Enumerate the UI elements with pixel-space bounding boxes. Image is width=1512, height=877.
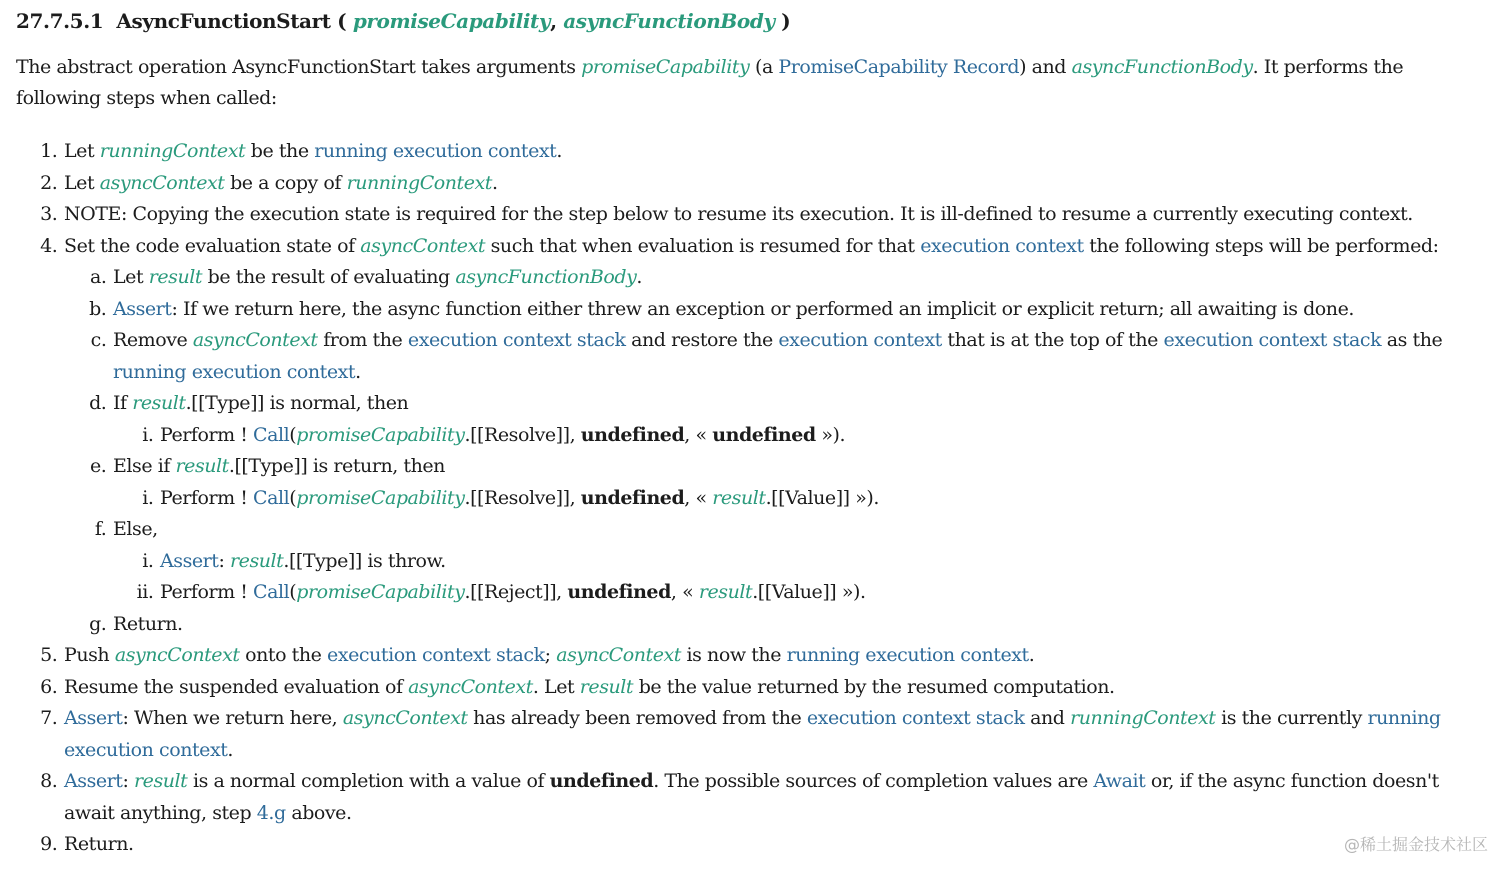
step-text: : If we return here, the async function either threw an exception or performed an implicit or explicit return; all awaiting is done. xyxy=(171,297,1354,320)
link-assert[interactable]: Assert xyxy=(64,707,123,729)
step-text: Return. xyxy=(64,833,134,855)
step-text: . The possible sources of completion values are xyxy=(653,770,1094,792)
step-4f xyxy=(112,514,1486,609)
step-text: Let xyxy=(64,171,100,194)
step-text: . xyxy=(492,171,498,194)
step-text: .[[Resolve]], xyxy=(464,486,581,509)
step-4d-i xyxy=(159,420,1486,452)
close-paren: ) xyxy=(781,9,791,33)
link-execution-context-stack[interactable]: execution context stack xyxy=(806,707,1025,729)
section-heading xyxy=(16,4,1486,38)
step-8 xyxy=(63,766,1486,829)
link-assert[interactable]: Assert xyxy=(64,770,123,792)
step-text: ( xyxy=(289,423,297,446)
step-text: Let xyxy=(113,266,149,288)
var-promise-capability: promiseCapability xyxy=(296,486,465,509)
step-text: the following steps will be performed: xyxy=(1083,234,1439,257)
step-text: .[[Type]] is throw. xyxy=(283,549,446,572)
var-async-context: asyncContext xyxy=(556,644,681,666)
open-paren: ( xyxy=(337,9,347,33)
link-call[interactable]: Call xyxy=(253,423,290,446)
step-text: .[[Type]] is return, then xyxy=(228,455,445,477)
var-running-context: runningContext xyxy=(1070,707,1216,729)
step-text: . xyxy=(556,140,562,162)
step-text: be the xyxy=(245,140,315,162)
var-result: result xyxy=(579,675,634,698)
step-7 xyxy=(63,703,1486,766)
param-separator: , xyxy=(550,9,557,33)
link-promise-capability-record[interactable]: PromiseCapability Record xyxy=(778,56,1020,78)
step-4d xyxy=(112,388,1486,451)
step-text: and xyxy=(1024,707,1071,729)
step-text: such that when evaluation is resumed for that xyxy=(485,234,921,257)
step-text: Perform ! xyxy=(160,423,254,446)
step-text: . Let xyxy=(532,675,580,698)
step-text: .[[Value]] »). xyxy=(765,486,879,509)
link-assert[interactable]: Assert xyxy=(160,549,219,572)
var-result: result xyxy=(132,392,186,414)
step-text: ; xyxy=(544,644,557,666)
step-3 xyxy=(63,199,1486,231)
step-text: , « xyxy=(684,423,713,446)
var-async-function-body: asyncFunctionBody xyxy=(1071,56,1253,78)
link-execution-context[interactable]: execution context xyxy=(920,234,1084,257)
var-async-context: asyncContext xyxy=(99,171,225,194)
value-undefined: undefined xyxy=(567,581,671,603)
var-result: result xyxy=(698,581,753,603)
section-number: 27.7.5.1 xyxy=(16,9,104,33)
step-text: has already been removed from the xyxy=(467,707,807,729)
intro-paragraph xyxy=(16,52,1486,114)
step-text: : xyxy=(218,549,231,572)
intro-text: . It performs the following steps when called: xyxy=(16,56,1404,109)
step-4-substeps xyxy=(112,262,1486,640)
step-text: Set the code evaluation state of xyxy=(64,234,361,257)
step-4f-substeps xyxy=(159,546,1486,609)
step-4 xyxy=(63,231,1486,641)
algorithm-steps xyxy=(63,136,1486,861)
step-4b xyxy=(112,294,1486,326)
var-result: result xyxy=(134,770,188,792)
link-call[interactable]: Call xyxy=(253,581,290,603)
var-async-context: asyncContext xyxy=(114,644,240,666)
var-result: result xyxy=(230,549,284,572)
var-async-context: asyncContext xyxy=(408,675,533,698)
step-text: Let xyxy=(64,140,100,162)
step-2 xyxy=(63,168,1486,200)
var-promise-capability: promiseCapability xyxy=(296,423,465,446)
link-step-4g[interactable]: 4.g xyxy=(256,801,286,824)
step-text: be a copy of xyxy=(224,171,347,194)
step-4a xyxy=(112,262,1486,294)
link-running-execution-context[interactable]: running execution context xyxy=(64,707,1441,761)
intro-text: The abstract operation AsyncFunctionStart takes arguments xyxy=(16,56,582,78)
step-text: .[[Value]] »). xyxy=(752,581,866,603)
step-text: and restore the xyxy=(625,329,779,351)
step-text: Perform ! xyxy=(160,486,254,509)
var-async-context: asyncContext xyxy=(342,707,468,729)
step-4e xyxy=(112,451,1486,514)
watermark: @稀土掘金技术社区 xyxy=(1343,835,1488,854)
spec-section xyxy=(16,4,1486,861)
link-execution-context[interactable]: execution context xyxy=(778,329,942,351)
step-4e-i xyxy=(159,483,1486,515)
link-running-execution-context[interactable]: running execution context xyxy=(786,644,1029,666)
link-running-execution-context[interactable]: running execution context xyxy=(113,360,356,383)
step-text: or, if the async function doesn't await anything, step xyxy=(64,770,1439,824)
var-promise-capability: promiseCapability xyxy=(296,581,465,603)
value-undefined: undefined xyxy=(549,770,654,792)
step-text: .[[Type]] is normal, then xyxy=(185,392,409,414)
step-text: from the xyxy=(317,329,408,351)
step-text: .[[Reject]], xyxy=(464,581,568,603)
link-execution-context-stack[interactable]: execution context stack xyxy=(1163,329,1382,351)
value-undefined: undefined xyxy=(712,423,816,446)
step-text: Resume the suspended evaluation of xyxy=(64,675,409,698)
step-6 xyxy=(63,672,1486,704)
step-text: Remove xyxy=(113,329,193,351)
step-text: is now the xyxy=(680,644,787,666)
step-text: If xyxy=(113,392,133,414)
step-text: Push xyxy=(64,644,115,666)
var-async-context: asyncContext xyxy=(360,234,486,257)
var-running-context: runningContext xyxy=(99,140,246,162)
var-result: result xyxy=(148,266,203,288)
param-async-function-body: asyncFunctionBody xyxy=(563,9,775,33)
step-text: , « xyxy=(684,486,713,509)
step-text: is the currently xyxy=(1215,707,1368,729)
step-text: as the xyxy=(1381,329,1443,351)
step-text: . xyxy=(227,738,233,761)
step-1 xyxy=(63,136,1486,168)
step-text: ( xyxy=(289,486,297,509)
step-text: be the value returned by the resumed computation. xyxy=(633,675,1115,698)
value-undefined: undefined xyxy=(580,423,685,446)
var-result: result xyxy=(712,486,766,509)
step-text: that is at the top of the xyxy=(941,329,1164,351)
param-promise-capability: promiseCapability xyxy=(352,9,551,33)
var-async-function-body: asyncFunctionBody xyxy=(455,266,637,288)
link-execution-context-stack[interactable]: execution context stack xyxy=(407,329,626,351)
step-text: Perform ! xyxy=(160,581,254,603)
step-9 xyxy=(63,829,1486,861)
step-text: is a normal completion with a value of xyxy=(187,770,550,792)
step-text: : When we return here, xyxy=(122,707,343,729)
step-text: . xyxy=(355,360,361,383)
var-running-context: runningContext xyxy=(346,171,492,194)
step-text: : xyxy=(122,770,135,792)
operation-name: AsyncFunctionStart xyxy=(116,9,331,33)
step-note-text: NOTE: Copying the execution state is required for the step below to resume its execution. It is ill-defined to resume a currently executing context. xyxy=(64,203,1413,225)
link-await[interactable]: Await xyxy=(1093,770,1146,792)
step-4f-i xyxy=(159,546,1486,578)
var-async-context: asyncContext xyxy=(192,329,318,351)
link-execution-context-stack[interactable]: execution context stack xyxy=(327,644,545,666)
intro-text: ) and xyxy=(1019,56,1072,78)
step-4d-substeps xyxy=(159,420,1486,452)
step-5 xyxy=(63,640,1486,672)
step-4e-substeps xyxy=(159,483,1486,515)
step-text: above. xyxy=(285,801,352,824)
link-assert[interactable]: Assert xyxy=(113,297,172,320)
step-4g xyxy=(112,609,1486,641)
step-text: ( xyxy=(289,581,297,603)
step-4f-ii xyxy=(159,577,1486,609)
step-text: »). xyxy=(815,423,846,446)
step-text: onto the xyxy=(239,644,328,666)
value-undefined: undefined xyxy=(580,486,685,509)
intro-text: (a xyxy=(749,56,779,78)
var-result: result xyxy=(175,455,229,477)
step-text: Else if xyxy=(113,455,176,477)
step-text: . xyxy=(636,266,642,288)
step-text: be the result of evaluating xyxy=(202,266,456,288)
step-text: Return. xyxy=(113,612,183,635)
step-4c xyxy=(112,325,1486,388)
step-text: , « xyxy=(670,581,699,603)
link-call[interactable]: Call xyxy=(253,486,290,509)
step-text: .[[Resolve]], xyxy=(464,423,581,446)
step-text: . xyxy=(1028,644,1035,666)
var-promise-capability: promiseCapability xyxy=(581,56,750,78)
step-text: Else, xyxy=(113,518,158,540)
link-running-execution-context[interactable]: running execution context xyxy=(314,140,557,162)
